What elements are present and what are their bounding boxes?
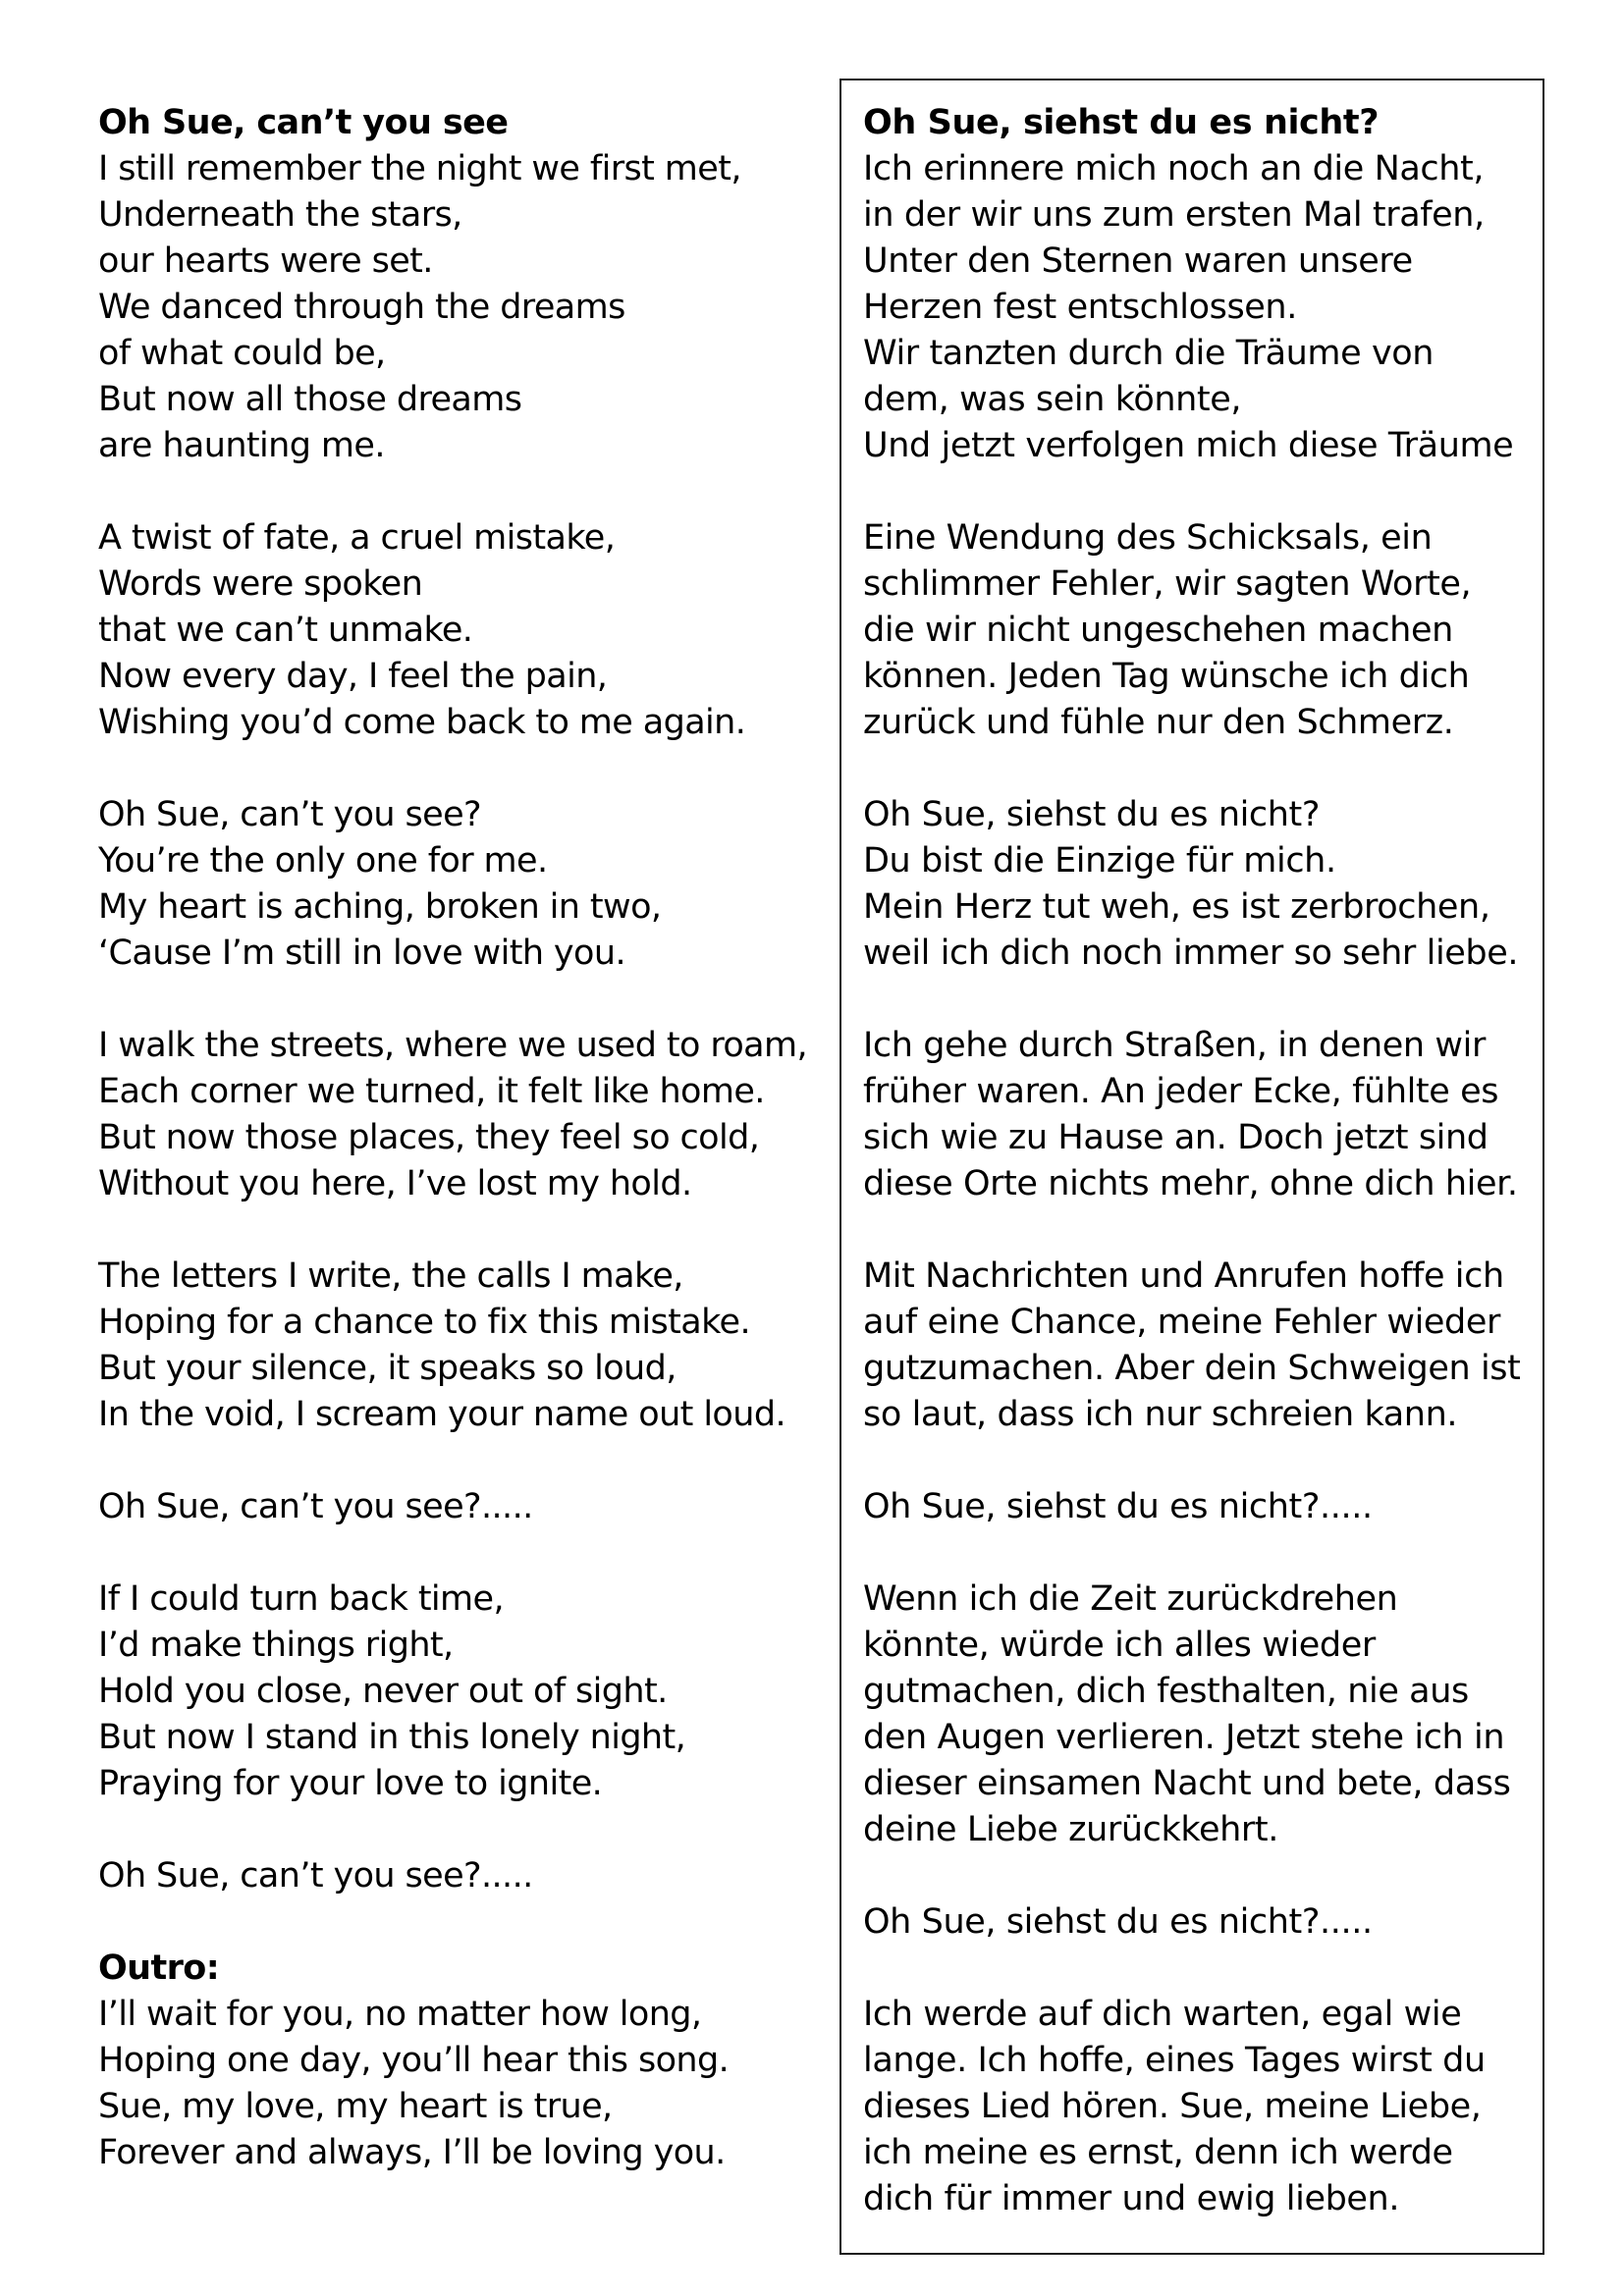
english-lyric-line: Forever and always, I’ll be loving you.: [98, 2133, 726, 2172]
english-lyric-line: I’ll wait for you, no matter how long,: [98, 1995, 702, 2034]
english-lyric-line: I still remember the night we first met,: [98, 149, 741, 188]
english-lyric-line: Hold you close, never out of sight.: [98, 1672, 668, 1711]
german-lyric-line: diese Orte nichts mehr, ohne dich hier.: [863, 1164, 1518, 1203]
english-lyric-line: In the void, I scream your name out loud.: [98, 1395, 785, 1434]
english-lyric-line: Praying for your love to ignite.: [98, 1764, 603, 1803]
english-lyric-line: Without you here, I’ve lost my hold.: [98, 1164, 692, 1203]
english-lyric-line: Hoping for a chance to fix this mistake.: [98, 1303, 751, 1342]
english-lyric-line: our hearts were set.: [98, 241, 433, 281]
german-lyric-line: dich für immer und ewig lieben.: [863, 2179, 1400, 2218]
german-lyric-line: in der wir uns zum ersten Mal trafen,: [863, 195, 1485, 235]
german-lyric-line: weil ich dich noch immer so sehr liebe.: [863, 934, 1519, 973]
german-lyric-line: Ich werde auf dich warten, egal wie: [863, 1995, 1462, 2034]
english-stanza-gap: [98, 977, 844, 1023]
english-lyric-line: Words were spoken: [98, 564, 423, 604]
german-lyric-line: die wir nicht ungeschehen machen: [863, 611, 1453, 650]
german-lyric-line: zurück und fühle nur den Schmerz.: [863, 703, 1454, 742]
german-lyric-line: Eine Wendung des Schicksals, ein: [863, 518, 1433, 558]
english-lyric-line: But now all those dreams: [98, 380, 522, 419]
german-lyric-line: Du bist die Einzige für mich.: [863, 841, 1336, 881]
english-lyric-line: Now every day, I feel the pain,: [98, 657, 608, 696]
english-lyric-line: But now I stand in this lonely night,: [98, 1718, 686, 1757]
english-stanza-gap: [98, 1530, 844, 1576]
german-lyric-line: Mit Nachrichten und Anrufen hoffe ich: [863, 1256, 1504, 1296]
german-stanza-gap: [863, 977, 1543, 1023]
english-lyric-line: Oh Sue, can’t you see?.....: [98, 1487, 533, 1526]
german-lyric-line: sich wie zu Hause an. Doch jetzt sind: [863, 1118, 1489, 1157]
german-lyric-line: Herzen fest entschlossen.: [863, 288, 1297, 327]
english-heading: Outro:: [98, 1949, 220, 1988]
german-lyric-line: können. Jeden Tag wünsche ich dich: [863, 657, 1470, 696]
english-lyric-line: You’re the only one for me.: [98, 841, 548, 881]
english-lyric-line: ‘Cause I’m still in love with you.: [98, 934, 625, 973]
german-lyric-line: schlimmer Fehler, wir sagten Worte,: [863, 564, 1472, 604]
german-lyric-line: Ich gehe durch Straßen, in denen wir: [863, 1026, 1486, 1065]
german-translation-box: [839, 79, 1544, 2255]
german-lyric-line: ich meine es ernst, denn ich werde: [863, 2133, 1453, 2172]
german-lyric-line: Oh Sue, siehst du es nicht?: [863, 795, 1321, 834]
german-lyric-line: Ich erinnere mich noch an die Nacht,: [863, 149, 1485, 188]
english-lyric-line: If I could turn back time,: [98, 1579, 505, 1619]
german-lyric-line: gutzumachen. Aber dein Schweigen ist: [863, 1349, 1521, 1388]
english-stanza-gap: [98, 1899, 844, 1946]
english-lyric-line: I’d make things right,: [98, 1626, 454, 1665]
german-lyric-line: so laut, dass ich nur schreien kann.: [863, 1395, 1458, 1434]
german-lyric-line: Wir tanzten durch die Träume von: [863, 334, 1435, 373]
german-lyric-line: dieser einsamen Nacht und bete, dass: [863, 1764, 1511, 1803]
german-lyric-line: auf eine Chance, meine Fehler wieder: [863, 1303, 1500, 1342]
german-lyric-line: früher waren. An jeder Ecke, fühlte es: [863, 1072, 1499, 1111]
german-lyric-line: dem, was sein könnte,: [863, 380, 1242, 419]
english-stanza-gap: [98, 746, 844, 792]
english-lyric-line: My heart is aching, broken in two,: [98, 887, 662, 927]
german-stanza-gap: [863, 1946, 1543, 1992]
english-lyric-line: We danced through the dreams: [98, 288, 625, 327]
german-heading: Oh Sue, siehst du es nicht?: [863, 103, 1380, 142]
german-lyric-line: Oh Sue, siehst du es nicht?.....: [863, 1902, 1373, 1942]
german-lyric-line: Oh Sue, siehst du es nicht?.....: [863, 1487, 1373, 1526]
german-lyric-line: gutmachen, dich festhalten, nie aus: [863, 1672, 1469, 1711]
german-lyric-line: den Augen verlieren. Jetzt stehe ich in: [863, 1718, 1505, 1757]
english-heading: Oh Sue, can’t you see: [98, 103, 509, 142]
english-lyric-line: that we can’t unmake.: [98, 611, 473, 650]
german-lyric-line: Mein Herz tut weh, es ist zerbrochen,: [863, 887, 1490, 927]
english-lyric-line: A twist of fate, a cruel mistake,: [98, 518, 616, 558]
english-lyrics-column: [98, 100, 844, 2176]
german-lyric-line: Unter den Sternen waren unsere: [863, 241, 1413, 281]
german-stanza-gap: [863, 1207, 1543, 1254]
english-stanza-gap: [98, 1807, 844, 1853]
german-stanza-gap: [863, 746, 1543, 792]
english-stanza-gap: [98, 469, 844, 515]
english-lyric-line: But now those places, they feel so cold,: [98, 1118, 760, 1157]
german-lyric-line: Wenn ich die Zeit zurückdrehen: [863, 1579, 1398, 1619]
english-lyric-line: Hoping one day, you’ll hear this song.: [98, 2041, 730, 2080]
english-lyric-line: of what could be,: [98, 334, 386, 373]
german-stanza-gap: [863, 1853, 1543, 1899]
english-lyric-line: Oh Sue, can’t you see?: [98, 795, 482, 834]
german-stanza-gap: [863, 469, 1543, 515]
german-lyric-line: dieses Lied hören. Sue, meine Liebe,: [863, 2087, 1482, 2126]
english-lyric-line: But your silence, it speaks so loud,: [98, 1349, 677, 1388]
german-stanza-gap: [863, 1438, 1543, 1484]
german-lyric-line: könnte, würde ich alles wieder: [863, 1626, 1376, 1665]
english-lyric-line: Underneath the stars,: [98, 195, 462, 235]
english-lyric-line: Each corner we turned, it felt like home.: [98, 1072, 765, 1111]
german-lyric-line: lange. Ich hoffe, eines Tages wirst du: [863, 2041, 1486, 2080]
english-lyric-line: Oh Sue, can’t you see?.....: [98, 1856, 533, 1896]
english-lyric-line: I walk the streets, where we used to roam,: [98, 1026, 808, 1065]
german-lyric-line: Und jetzt verfolgen mich diese Träume: [863, 426, 1514, 465]
english-lyric-line: are haunting me.: [98, 426, 385, 465]
german-stanza-gap: [863, 1530, 1543, 1576]
english-lyric-line: The letters I write, the calls I make,: [98, 1256, 683, 1296]
english-lyric-line: Wishing you’d come back to me again.: [98, 703, 746, 742]
english-lyric-line: Sue, my love, my heart is true,: [98, 2087, 613, 2126]
english-stanza-gap: [98, 1438, 844, 1484]
english-stanza-gap: [98, 1207, 844, 1254]
german-lyric-line: deine Liebe zurückkehrt.: [863, 1810, 1278, 1849]
